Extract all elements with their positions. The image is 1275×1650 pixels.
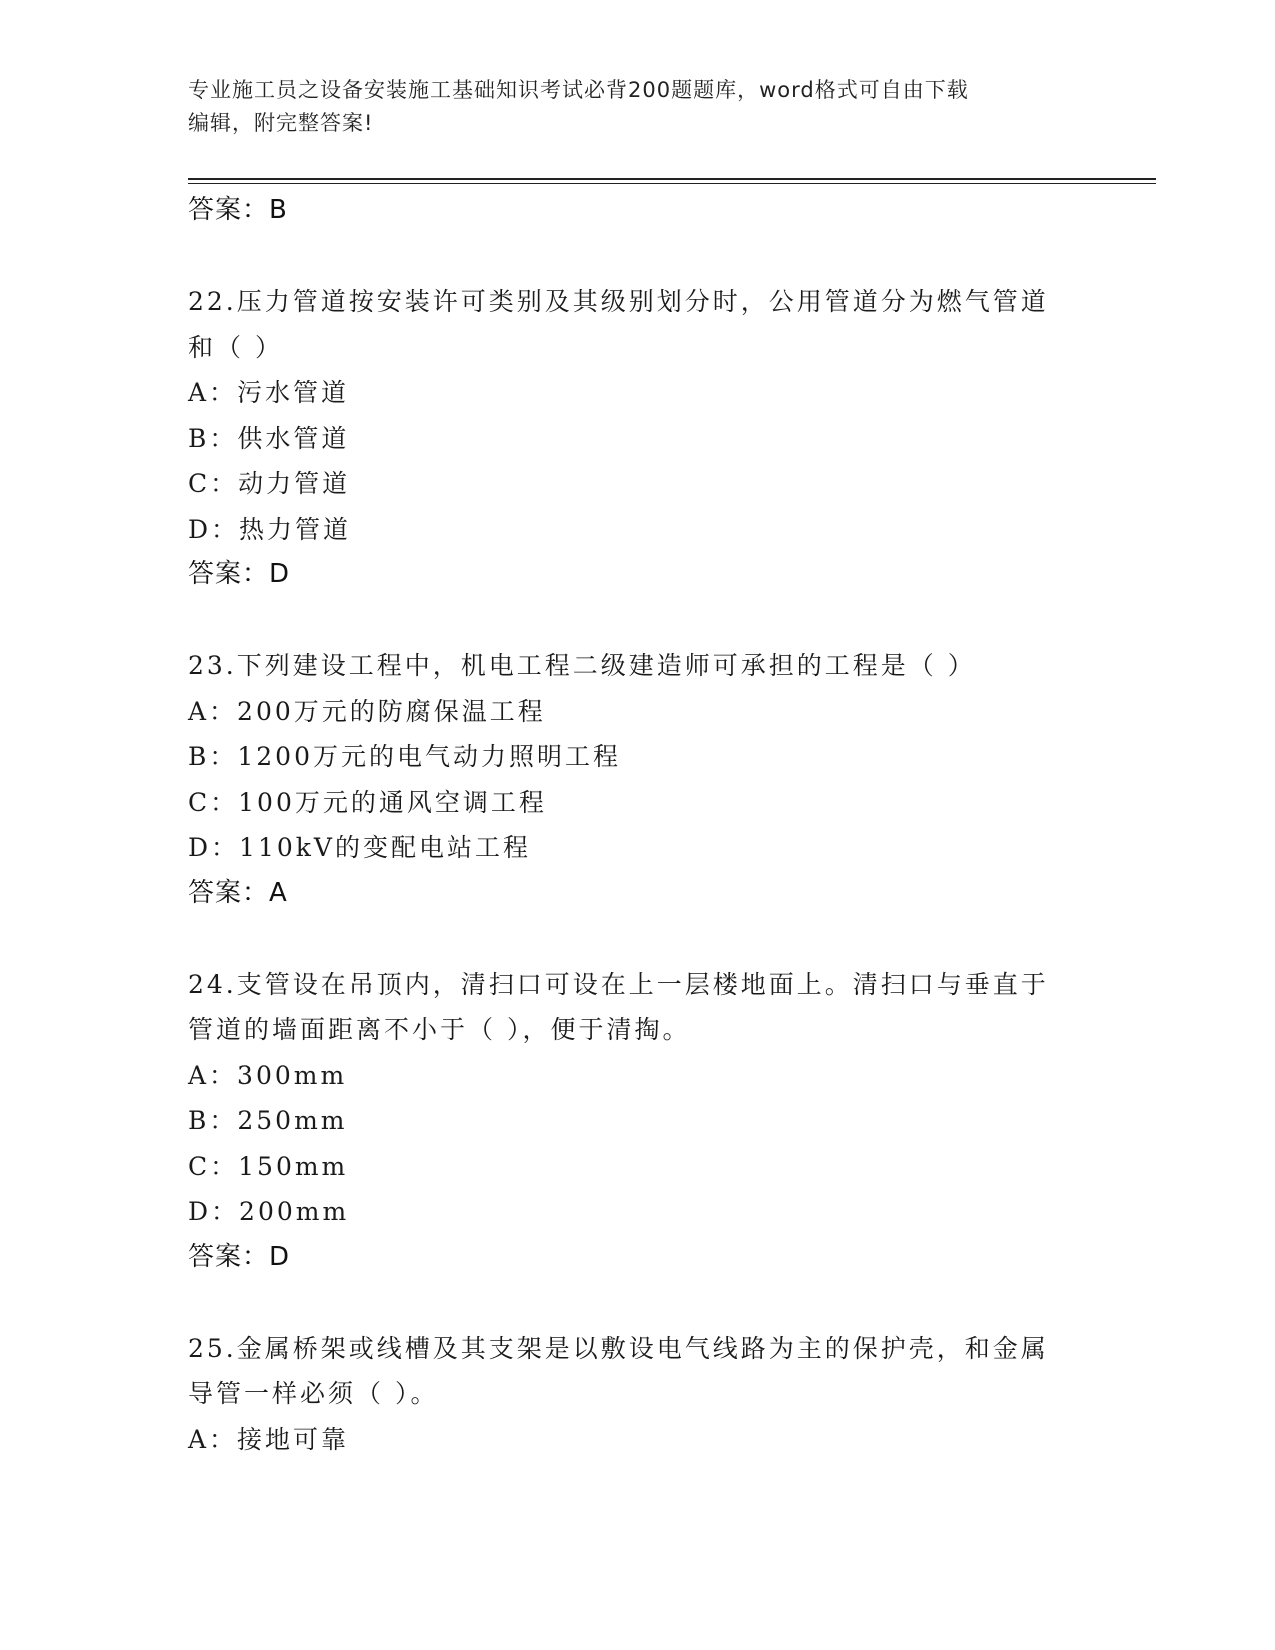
header-title-line-1: 专业施工员之设备安装施工基础知识考试必背200题题库，word格式可自由下载 bbox=[188, 78, 969, 102]
header-divider-thin bbox=[188, 183, 1156, 184]
header-divider-thick bbox=[188, 178, 1156, 180]
option-c: C：150mm bbox=[188, 1151, 349, 1181]
option-c: C：动力管道 bbox=[188, 469, 351, 498]
header-title-line-2: 编辑，附完整答案! bbox=[188, 111, 374, 135]
option-c: C：100万元的通风空调工程 bbox=[188, 787, 547, 817]
spacer bbox=[188, 916, 1088, 962]
question-24 bbox=[188, 962, 1088, 1281]
spacer bbox=[188, 598, 1088, 644]
option-b: B：1200万元的电气动力照明工程 bbox=[188, 742, 621, 771]
question-23 bbox=[188, 643, 1088, 916]
option-d: D：110kV的变配电站工程 bbox=[188, 833, 531, 862]
option-d: D：热力管道 bbox=[188, 514, 352, 544]
question-text-line: 22.压力管道按安装许可类别及其级别划分时，公用管道分为燃气管道 bbox=[188, 287, 1049, 316]
spacer bbox=[188, 234, 1088, 280]
answer-label: 答案：A bbox=[188, 877, 288, 908]
option-d: D：200mm bbox=[188, 1197, 350, 1226]
option-a: A：200万元的防腐保温工程 bbox=[188, 696, 546, 726]
option-a: A：300mm bbox=[188, 1060, 348, 1090]
question-text-line: 25.金属桥架或线槽及其支架是以敷设电气线路为主的保护壳，和金属 bbox=[188, 1333, 1049, 1363]
question-text-line: 管道的墙面距离不小于（ ），便于清掏。 bbox=[188, 1015, 691, 1044]
question-text-line: 23.下列建设工程中，机电工程二级建造师可承担的工程是（ ） bbox=[188, 651, 976, 680]
question-text-line: 和（ ） bbox=[188, 332, 283, 362]
question-text-line: 24.支管设在吊顶内，清扫口可设在上一层楼地面上。清扫口与垂直于 bbox=[188, 969, 1049, 999]
document-header bbox=[188, 74, 1068, 140]
spacer bbox=[188, 1280, 1088, 1326]
option-a: A：接地可靠 bbox=[188, 1424, 350, 1454]
question-text-line: 导管一样必须（ ）。 bbox=[188, 1379, 439, 1408]
question-25 bbox=[188, 1326, 1088, 1463]
question-list bbox=[188, 188, 1088, 1462]
question-22 bbox=[188, 279, 1088, 598]
answer-label: 答案：D bbox=[188, 559, 291, 589]
option-b: B：供水管道 bbox=[188, 423, 350, 453]
option-b: B：250mm bbox=[188, 1106, 348, 1135]
previous-answer: 答案：B bbox=[188, 195, 288, 225]
option-a: A：污水管道 bbox=[188, 378, 350, 407]
answer-label: 答案：D bbox=[188, 1241, 291, 1272]
